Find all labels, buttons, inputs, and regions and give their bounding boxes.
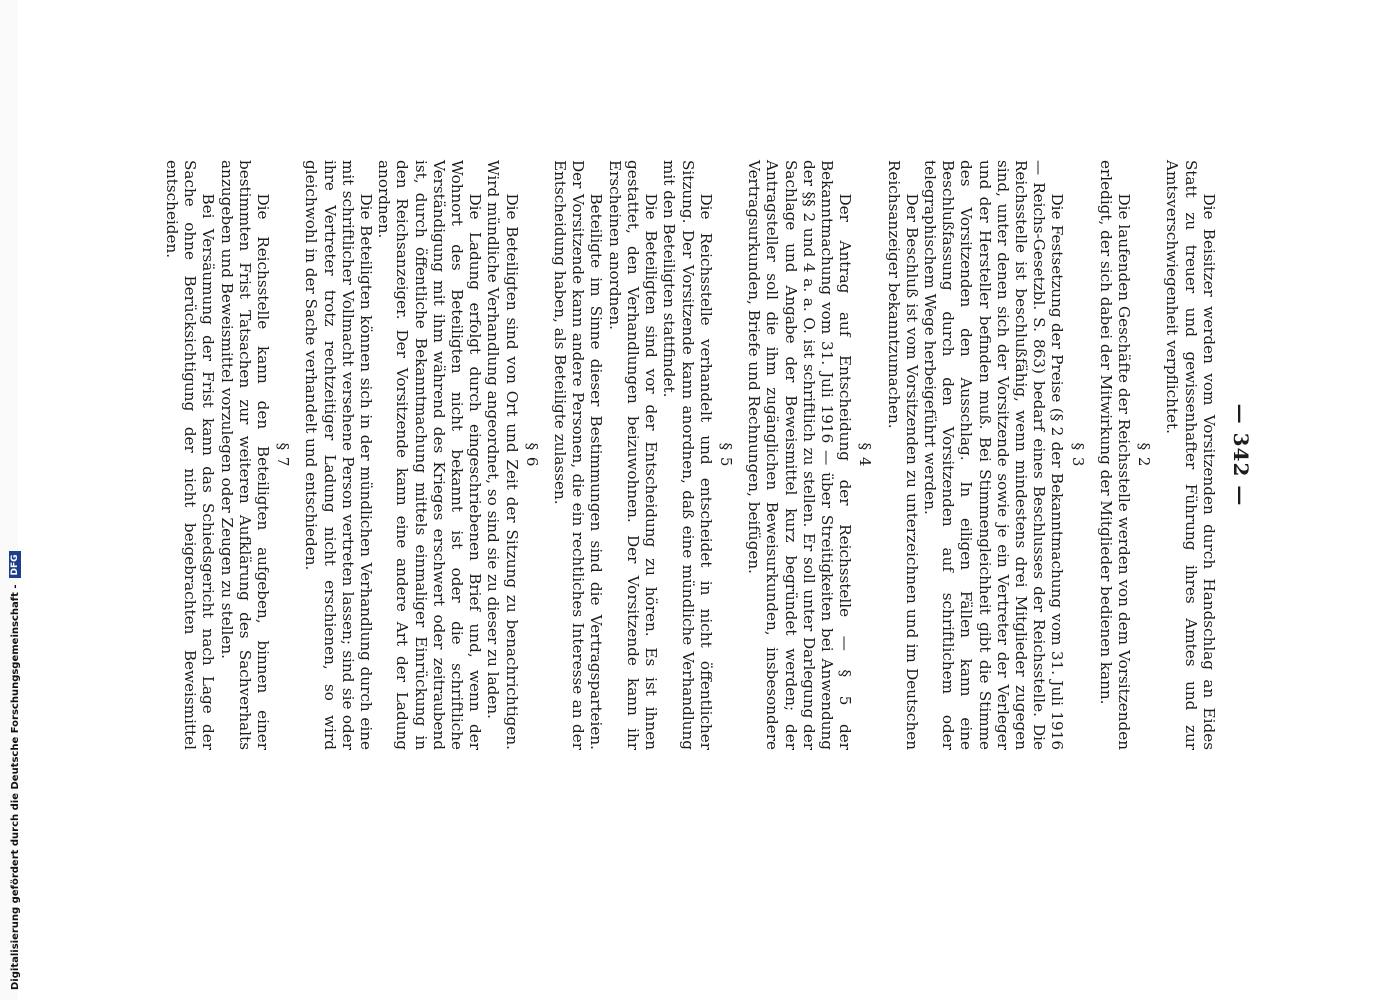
section-paragraph: Die Beteiligten sind von Ort und Zeit der Sitzung zu benachrichtigen. Wird mündliche Verhandlung angeordnet, so sind sie zu dieser zu laden. [484, 160, 521, 750]
section-heading: § 4 [856, 442, 875, 468]
section-paragraph: Die Beteiligten sind vor der Entscheidung zu hören. Es ist ihnen gestattet, den Verhandlungen beizuwohnen. Der Vorsitzende kann ihr Erscheinen anordnen. [605, 160, 661, 750]
section-2 [1097, 160, 1154, 750]
section-heading: § 5 [716, 442, 735, 468]
digitization-credit [9, 551, 22, 990]
page-number: — 342 — [1229, 403, 1253, 507]
document-page [140, 160, 1253, 750]
section-paragraph: Die Reichsstelle verhandelt und entscheidet in nicht öffentlicher Sitzung. Der Vorsitzende kann anordnen, daß eine mündliche Verhandlung mit den Beteiligten stattfindet. [660, 160, 715, 750]
section-paragraph: Die Reichsstelle kann den Beteiligten aufgeben, binnen einer bestimmten Frist Tatsachen zur weiteren Aufklärung des Sachverhalts anzugeben und Beweismittel vorzulegen oder Zeugen zu stellen. [217, 160, 273, 750]
digitization-credit-strip [0, 0, 21, 1000]
section-paragraph: Der Antrag auf Entscheidung der Reichsstelle — § 5 der Bekanntmachung vom 31. Juli 1916 — über Streitigkeiten bei Anwendung der §§ 2 und 4 a. a. O. ist schriftlich zu stellen. Er soll unter Darlegung der Sachlage und Angabe der Beweismittel kurz begründet werden; der Antragsteller soll die ihm zugänglichen Beweisurkunden, insbesondere Vertragsurkunden, Briefe und Rechnungen, beifügen. [745, 160, 855, 750]
credit-text: Digitalisierung gefördert durch die Deutsche Forschungsgemeinschaft - [10, 584, 21, 990]
section-paragraph: Die Beteiligten können sich in der mündlichen Verhandlung durch eine mit schriftlicher Vollmacht versehene Person vertreten lassen; sind sie oder ihre Vertreter trotz rechtzeitiger Ladung nicht erschienen, so wird gleichwohl in der Sache verhandelt und entschieden. [302, 160, 376, 750]
section-3 [884, 160, 1086, 750]
section-heading: § 2 [1135, 442, 1154, 468]
section-5 [551, 160, 735, 750]
section-heading: § 6 [522, 442, 541, 468]
section-6 [302, 160, 541, 750]
section-paragraph: Die Ladung erfolgt durch eingeschriebenen Brief und, wenn der Wohnort des Beteiligten nicht bekannt ist oder die schriftliche Verständigung mit ihm während des Krieges erschwert oder zeitraubend ist, durch öffentliche Bekanntmachung mittels einmaliger Einrückung in den Reichsanzeiger. Der Vorsitzende kann eine andere Art der Ladung anordnen. [375, 160, 485, 750]
section-paragraph: Die laufenden Geschäfte der Reichsstelle werden von dem Vorsitzenden erledigt, der sich dabei der Mitwirkung der Mitglieder bedienen kann. [1096, 160, 1133, 750]
section-4 [745, 160, 874, 750]
dfg-logo: DFG [9, 551, 21, 578]
section-7 [163, 160, 292, 750]
section-paragraph: Die Festsetzung der Preise (§ 2 der Bekanntmachung vom 31. Juli 1916 — Reichs-Gesetzbl. S. 863) bedarf eines Beschlusses der Reichsstelle. Die Reichsstelle ist beschlußfähig, wenn mindestens drei Mitglieder zugegen sind, unter denen sich der Vorsitzende sowie je ein Vertreter der Verleger und der Hersteller befinden muß. Bei Stimmengleichheit gibt die Stimme des Vorsitzenden den Ausschlag. In eiligen Fällen kann eine Beschlußfassung durch den Vorsitzenden auf schriftlichem oder telegraphischem Wege herbeigeführt werden. [920, 160, 1067, 750]
intro-paragraph: Die Beisitzer werden vom Vorsitzenden durch Handschlag an Eides Statt zu treuer und gewissenhafter Führung ihres Amtes und zur Amtsverschwiegenheit verpflichtet. [1163, 160, 1218, 750]
section-paragraph: Bei Versäumung der Frist kann das Schiedsgericht nach Lage der Sache ohne Berücksichtigung der nicht beigebrachten Beweismittel entscheiden. [163, 160, 218, 750]
section-paragraph: Der Beschluß ist vom Vorsitzenden zu unterzeichnen und im Deutschen Reichsanzeiger bekanntzumachen. [884, 160, 921, 750]
section-heading: § 7 [274, 442, 293, 468]
section-heading: § 3 [1068, 442, 1087, 468]
section-paragraph: Beteiligte im Sinne dieser Bestimmungen sind die Vertragsparteien. Der Vorsitzende kann andere Personen, die ein rechtliches Interesse an der Entscheidung haben, als Beteiligte zulassen. [551, 160, 606, 750]
